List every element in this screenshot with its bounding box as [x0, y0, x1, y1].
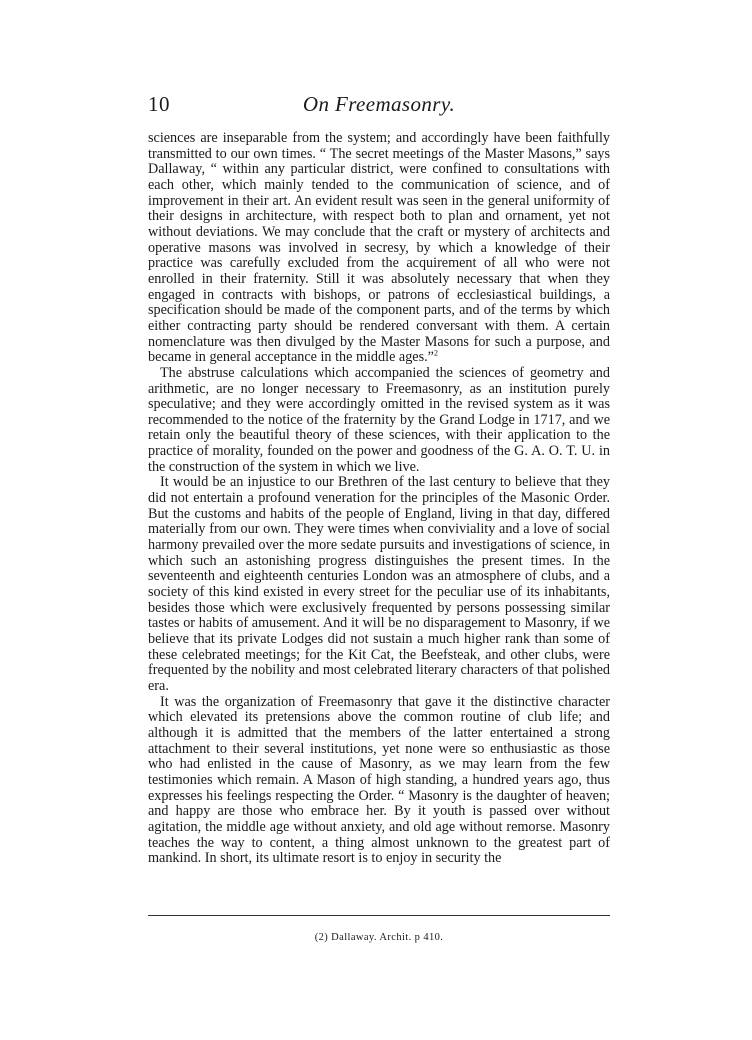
paragraph: [148, 131, 610, 366]
running-head: On Freemasonry.: [302, 92, 456, 116]
paragraph: The abstruse calculations which accompanied the sciences of geometry and arithmetic, are no longer necessary to Freemasonry, as an institution purely speculative; and they were accordingly omitted in the revised system as it was recommended to the notice of the fraternity by the Grand Lodge in 1717, and we retain only the beautiful theory of these sciences, with their application to the practice of morality, founded on the power and goodness of the G. A. O. T. U. in the construction of the system in which we live.: [148, 364, 610, 475]
page-header: [148, 92, 610, 122]
paragraph-text: sciences are inseparable from the system; and accordingly have been faithfully transmitted to our own times. “ The secret meetings of the Master Masons,” says Dallaway, “ within any particular district, were confined to consultations with each other, which mainly tended to the communication of science, and of improvement in their art. An evident result was seen in the general uniformity of their designs in architecture, with respect both to plan and ornament, yet not without deviations. We may conclude that the craft or mystery of architects and operative masons was involved in secresy, by which a knowledge of their practice was carefully excluded from the acquirement of all who were not enrolled in their fraternity. Still it was absolutely necessary that when they engaged in contracts with bishops, or patrons of ecclesiastical buildings, a specification should be made of the component parts, and of the terms by which either contracting party should be rendered conversant with them. A certain nomenclature was then divulged by the Master Masons for such a purpose, and became in general acceptance in the middle ages.”: [148, 130, 610, 366]
body-text: [148, 131, 610, 867]
paragraph: It would be an injustice to our Brethren of the last century to believe that they did not entertain a profound veneration for the principles of the Masonic Order. But the customs and habits of the people of England, living in that day, differed materially from our own. They were times when conviviality and a love of social harmony prevailed over the more sedate pursuits and investigations of science, in which such an astonishing progress distinguishes the present times. In the seventeenth and eighteenth centuries London was an atmosphere of clubs, and a society of this kind existed in every street for the peculiar use of its inhabitants, besides those which were exclusively frequented by persons possessing similar tastes or habits of amusement. And it will be no disparagement to Masonry, if we believe that its private Lodges did not sustain a much higher rank than some of these celebrated meetings; for the Kit Cat, the Beefsteak, and other clubs, were frequented by the nobility and most celebrated literary characters of that polished era.: [148, 474, 610, 694]
footnote-divider: [148, 915, 610, 916]
page-number: 10: [148, 92, 170, 116]
paragraph: It was the organization of Freemasonry that gave it the distinctive character which elevated its pretensions above the common routine of club life; and although it is admitted that the members of the latter entertained a strong attachment to their several institutions, yet none were so enthusiastic as those who had enlisted in the cause of Masonry, as we may learn from the few testimonies which remain. A Mason of high standing, a hundred years ago, thus expresses his feelings respecting the Order. “ Masonry is the daughter of heaven; and happy are those who embrace her. By it youth is passed over without agitation, the middle age without anxiety, and old age without remorse. Masonry teaches the way to content, a thing almost unknown to the greatest part of mankind. In short, its ultimate resort is to enjoy in security the: [148, 693, 610, 867]
footnote-reference: 2: [433, 348, 438, 358]
footnote: (2) Dallaway. Archit. p 410.: [314, 932, 444, 943]
